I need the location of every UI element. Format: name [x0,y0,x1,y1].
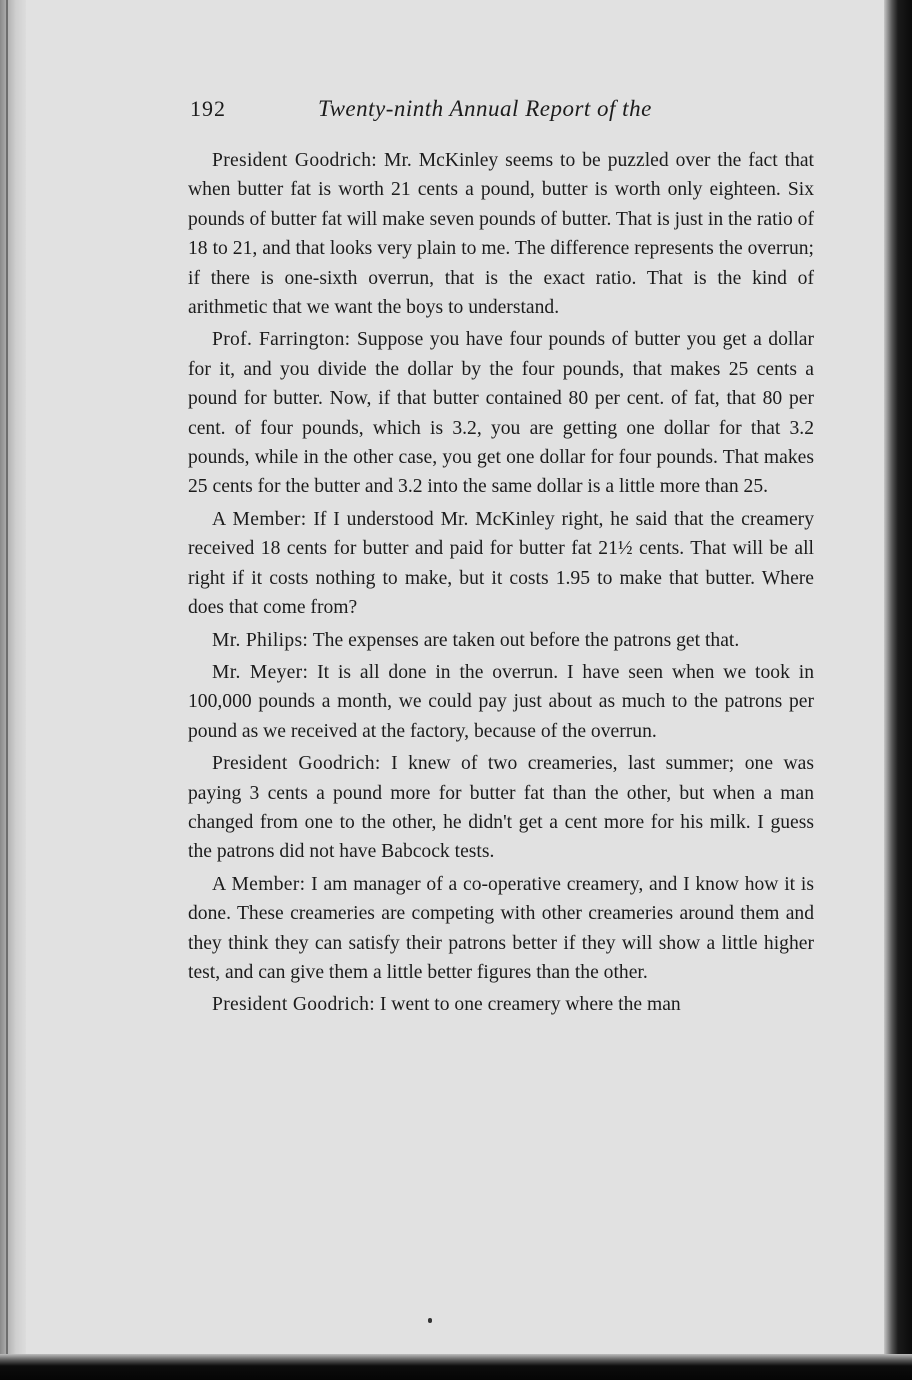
speaker-label: President Goodrich: [212,150,378,171]
speaker-label: President Goodrich: [212,753,381,775]
binding-edge [0,0,26,1380]
paragraph-5 [188,658,814,746]
bottom-page-edge [0,1354,912,1380]
running-head: Twenty-ninth Annual Report of the [318,96,652,121]
paragraph-1 [188,146,814,322]
right-page-edge [884,0,912,1380]
paragraph-text: I went to one creamery where the man [379,994,681,1016]
body-text [188,146,814,1023]
paragraph-4 [188,626,814,655]
speaker-label: Mr. Philips: [212,629,309,651]
ink-speck [428,1318,432,1323]
speaker-label: A Member: [212,873,306,895]
page-number: 192 [190,96,226,121]
paragraph-2 [188,325,814,501]
paragraph-text: If I understood Mr. McKinley right, he said that the creamery received 18 cents for butter and paid for butter fat 21½ cents. That will be all right if it costs nothing to make, but it costs 1.95 to make that butter. Where does that come from? [188,508,814,619]
speaker-label: A Member: [212,508,307,530]
paragraph-text: Suppose you have four pounds of butter you get a dollar for it, and you divide the dollar by the four pounds, that makes 25 cents a pound for butter. Now, if that butter contained 80 per cent. of fat, that 80 per cent. of four pounds, which is 3.2, you are getting one dollar for that 3.2 pounds, while in the other case, you get one dollar for four pounds. That makes 25 cents for the butter and 3.2 into the same dollar is a little more than 25. [188,329,814,498]
paragraph-text: The expenses are taken out before the patrons get that. [312,629,740,651]
paragraph-6 [188,749,814,867]
paragraph-3 [188,505,814,623]
binding-rule [6,0,8,1380]
page-header [190,96,810,132]
paragraph-text: It is all done in the overrun. I have seen when we took in 100,000 pounds a month, we could pay just about as much to the patrons per pound as we received at the factory, because of the overrun. [188,661,814,742]
paragraph-8 [188,990,814,1019]
paragraph-text: I knew of two creameries, last summer; one was paying 3 cents a pound more for butter fat than the other, but when a man changed from one to the other, he didn't get a cent more for his milk. I guess the patrons did not have Babcock tests. [188,753,814,863]
speaker-label: Mr. Meyer: [212,661,309,683]
paragraph-7 [188,870,814,988]
speaker-label: Prof. Farrington: [212,329,351,351]
paragraph-text: Mr. McKinley seems to be puzzled over the fact that when butter fat is worth 21 cents a pound, butter is worth only eighteen. Six pounds of butter fat will make seven pounds of butter. That is just in the ratio of 18 to 21, and that looks very plain to me. The difference represents the overrun; if there is one-sixth overrun, that is the exact ratio. That is the kind of arithmetic that we want the boys to understand. [188,150,815,319]
paragraph-text: I am manager of a co-operative creamery, and I know how it is done. These creameries are competing with other creameries around them and they think they can satisfy their patrons better if they will show a little higher test, and can give them a little better figures than the other. [188,873,814,983]
speaker-label: President Goodrich: [212,994,375,1016]
